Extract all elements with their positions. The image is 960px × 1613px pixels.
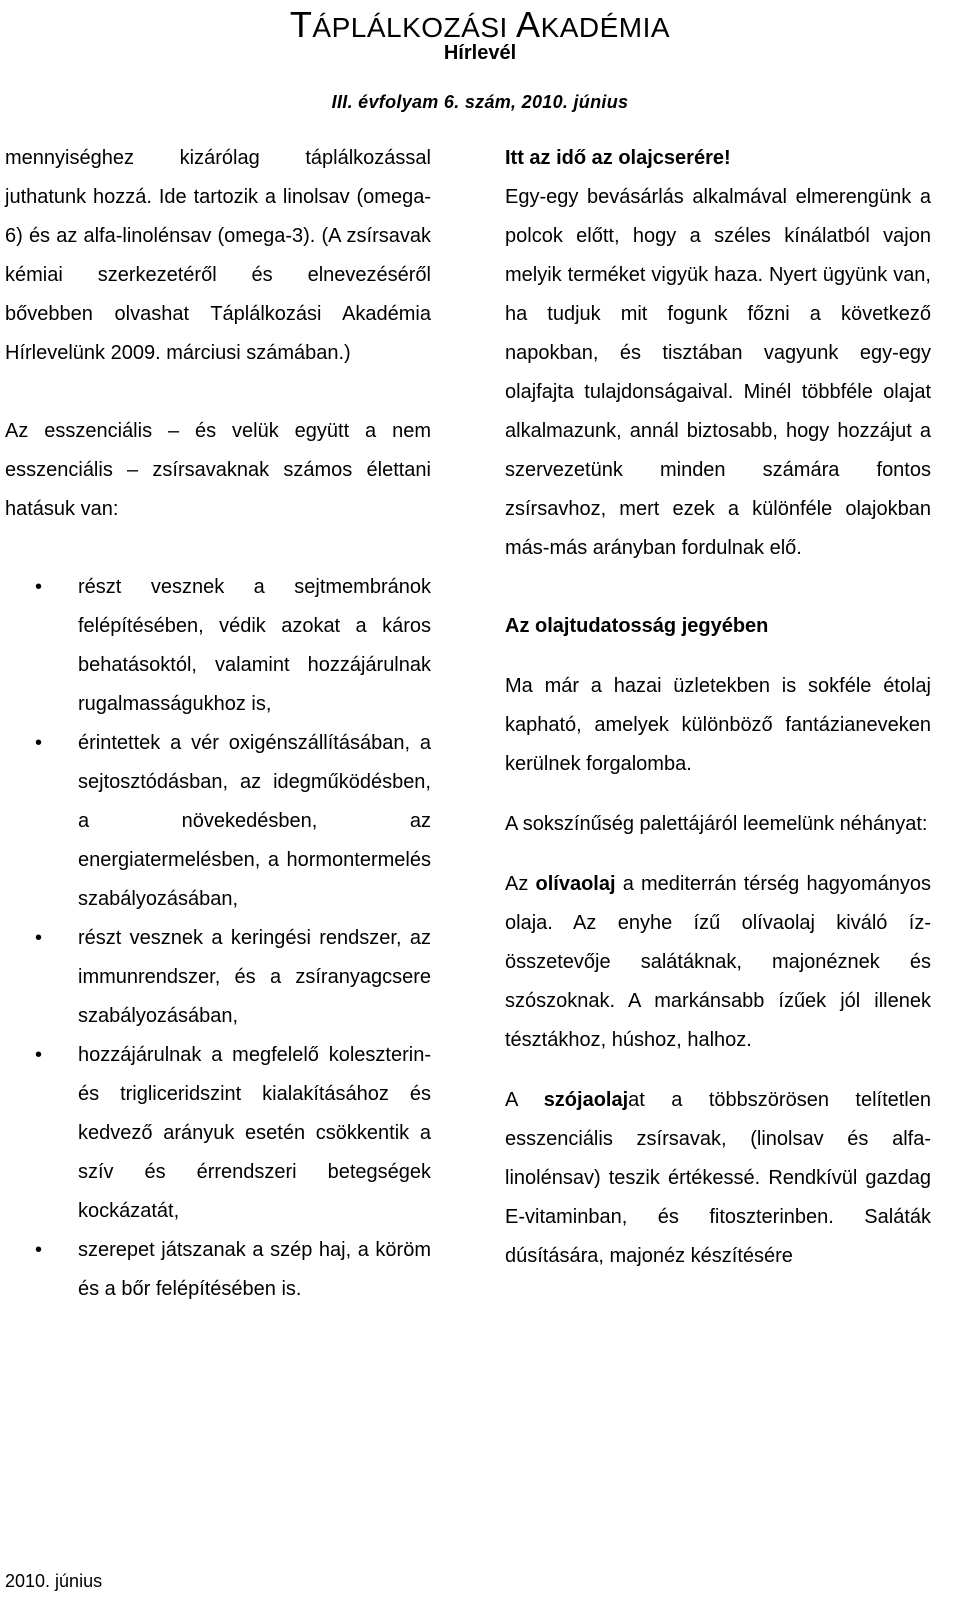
soy-oil-term: szójaolaj — [543, 1089, 629, 1111]
list-item: • hozzájárulnak a megfelelő koleszterin- és trigliceridszint kialakításához és kedvező arányuk esetén csökkentik a szív és érrendszeri betegségek kockázatát, — [5, 1036, 431, 1231]
effects-list — [5, 568, 431, 1309]
list-item: • részt vesznek a keringési rendszer, az immunrendszer, és a zsíranyagcsere szabályozásában, — [5, 919, 431, 1036]
soy-oil-text-post: at a többszörösen telítetlen esszenciális zsírsavak, (linolsav és alfa-linolénsav) teszik értékessé. Rendkívül gazdag E-vitaminban, és fitoszterinben. Saláták dúsítására, majonéz készítésére — [505, 1089, 931, 1267]
section-heading-oil-change: Itt az idő az olajcserére! — [505, 147, 731, 169]
soy-oil-text-pre: A — [505, 1089, 544, 1111]
list-item: • szerepet játszanak a szép haj, a köröm és a bőr felépítésében is. — [5, 1231, 431, 1309]
issue-info: III. évfolyam 6. szám, 2010. június — [331, 92, 629, 112]
list-item: • részt vesznek a sejtmembránok felépítésében, védik azokat a káros behatásoktól, valamint hozzájárulnak rugalmasságukhoz is, — [5, 568, 431, 724]
spacer — [505, 784, 931, 805]
spacer — [505, 844, 931, 865]
title-initial-t: T — [289, 4, 313, 45]
section-heading-oil-awareness: Az olajtudatosság jegyében — [505, 615, 769, 637]
olive-oil-paragraph — [505, 865, 931, 1060]
olive-oil-text-pre: Az — [505, 873, 536, 895]
title-part-2: KADÉMIA — [540, 12, 671, 43]
list-item: • érintettek a vér oxigénszállításában, a sejtosztódásban, az idegműködésben, a növekedésben, az energiatermelésben, a hormontermelés szabályozásában, — [5, 724, 431, 919]
newsletter-title — [0, 4, 960, 46]
spacer — [5, 373, 431, 412]
right-column — [505, 139, 931, 1276]
right-paragraph-1: Egy-egy bevásárlás alkalmával elmerengünk a polcok előtt, hogy a széles kínálatból vajon melyik terméket vigyük haza. Nyert ügyünk van, ha tudjuk mit fogunk főzni a következő napokban, és tisztában vagyunk egy-egy olajfajta tulajdonságaival. Minél többféle olajat alkalmazunk, annál biztosabb, hogy hozzájut a szervezetünk minden számára fontos zsírsavhoz, mert ezek a különféle olajokban más-más arányban fordulnak elő. — [505, 186, 931, 559]
spacer — [505, 1060, 931, 1081]
title-initial-a: A — [516, 4, 541, 45]
right-paragraph-3: A sokszínűség palettájáról leemelünk néhányat: — [505, 813, 928, 835]
spacer — [505, 568, 931, 607]
right-paragraph-2: Ma már a hazai üzletekben is sokféle étolaj kapható, amelyek különböző fantázianeveken kerülnek forgalomba. — [505, 675, 931, 775]
left-paragraph-2: Az esszenciális – és velük együtt a nem esszenciális – zsírsavaknak számos élettani hatásuk van: — [5, 420, 431, 520]
title-part-1: ÁPLÁLKOZÁSI — [312, 12, 517, 43]
olive-oil-text-post: a mediterrán térség hagyományos olaja. Az enyhe ízű olívaolaj kiváló íz-összetevője salátáknak, majonéznek és szószoknak. A markánsabb ízűek jól illenek tésztákhoz, húshoz, halhoz. — [505, 873, 931, 1051]
olive-oil-term: olívaolaj — [535, 873, 616, 895]
spacer — [5, 529, 431, 568]
newsletter-subtitle: Hírlevél — [443, 42, 517, 64]
left-column — [5, 139, 431, 1309]
soy-oil-paragraph — [505, 1081, 931, 1276]
footer-date: 2010. június — [5, 1571, 103, 1591]
spacer — [505, 646, 931, 667]
left-paragraph-1: mennyiséghez kizárólag táplálkozással juthatunk hozzá. Ide tartozik a linolsav (omega-6) és az alfa-linolénsav (omega-3). (A zsírsavak kémiai szerkezetéről és elnevezéséről bővebben olvashat Táplálkozási Akadémia Hírlevelünk 2009. márciusi számában.) — [5, 147, 431, 364]
